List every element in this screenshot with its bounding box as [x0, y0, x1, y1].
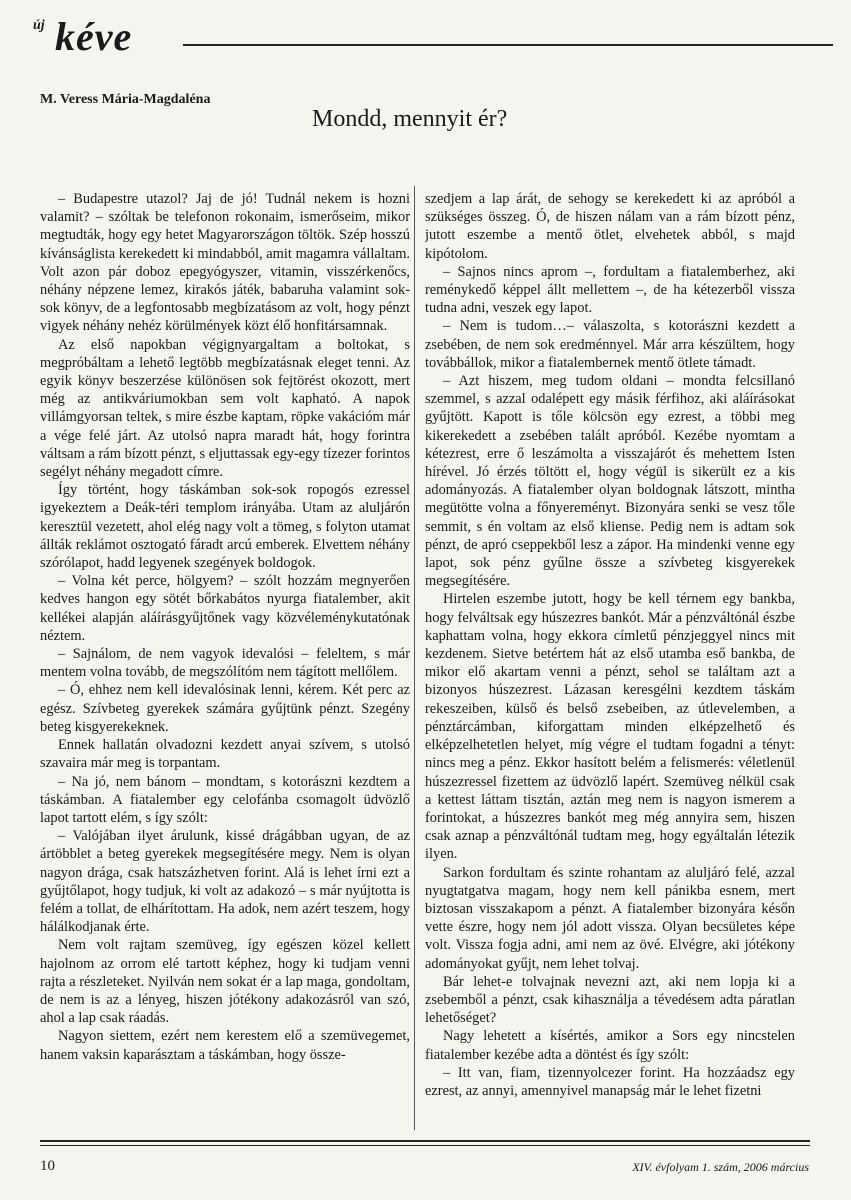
paragraph: Ennek hallatán olvadozni kezdett anyai szívem, s utolsó szavaira már meg is torpantam.	[40, 737, 410, 772]
paragraph: Nagy lehetett a kísértés, amikor a Sors egy nincstelen fiatalember kezébe adta a döntést és így szólt:	[425, 1028, 795, 1063]
paragraph: – Sajnos nincs aprom –, fordultam a fiatalemberhez, aki reménykedő képpel állt mellettem –, de ha kétezerből vissza tudna adni, veszek egy lapot.	[425, 263, 795, 317]
paragraph: szedjem a lap árát, de sehogy se kerekedett ki az apróból a szükséges összeg. Ó, de hiszen nálam van a rám bízott pénz, jutott eszembe a mentő ötlet, elvehetek abból, s majd kipótolom.	[425, 191, 795, 262]
column-divider	[414, 186, 415, 1130]
magazine-header	[33, 14, 803, 64]
paragraph: Bár lehet-e tolvajnak nevezni azt, aki nem lopja ki a zsebemből a pénzt, csak kihasználja a tévedésem adta páratlan lehetőséget?	[425, 973, 795, 1027]
article-title: Mondd, mennyit ér?	[312, 106, 508, 132]
paragraph: – Itt van, fiam, tizennyolcezer forint. Ha hozzáadsz egy ezrest, az annyi, amennyivel manapság már le lehet fizetni	[425, 1064, 795, 1099]
article-author: M. Veress Mária-Magdaléna	[40, 92, 211, 107]
issue-info: XIV. évfolyam 1. szám, 2006 március	[632, 1160, 809, 1174]
paragraph: Nagyon siettem, ezért nem kerestem elő a szemüvegemet, hanem vaksin kaparásztam a táskámban, hogy össze-	[40, 1028, 410, 1063]
paragraph: – Volna két perce, hölgyem? – szólt hozzám megnyerően kedves hangon egy sötét bőrkabátos nyurga fiatalember, akit kellékei alapján aláírásgyűjtőnek vagy közvéleménykutatónak néztem.	[40, 573, 410, 644]
footer-rule	[40, 1140, 810, 1142]
paragraph: Nem volt rajtam szemüveg, így egészen közel kellett hajolnom az orrom elé tartott képhez, hogy ki tudjam venni rajta a részleteket. Nyilván nem sokat ér a lap maga, gondoltam, de nem is az a lényeg, hiszen jótékony adakozásról van szó, ahol a lap csak ráadás.	[40, 937, 410, 1027]
paragraph: – Sajnálom, de nem vagyok idevalósi – feleltem, s már mentem volna tovább, de megszólítóm nem tágított mellőlem.	[40, 646, 410, 681]
paragraph: – Azt hiszem, meg tudom oldani – mondta felcsillanó szemmel, s azzal odalépett egy másik férfihoz, aki aláírásokat gyűjtött. Kapott is tőle kölcsön egy ezrest, a többi meg kikerekedett a zsebében talált apróból. Kezébe nyomtam a kétezrest, erre ő leszámolta a visszajárót és mehettem Isten hírével. Jó érzés töltött el, hogy végül is sikerült ez a kis adományozás. A fiatalember olyan boldognak látszott, mintha megütötte volna a főnyereményt. Bizonyára senki se vesz tőle semmit, s én voltam az első kliense. Pedig nem is adtam sok pénzt, de apró cseppekből lesz a zápor. Ha mindenki venne egy lapot, sok pénz gyűlne össze a szívbeteg kisgyerekek megsegítésére.	[425, 373, 795, 590]
left-column	[40, 190, 410, 1130]
footer-rule-thin	[40, 1145, 810, 1146]
paragraph: Az első napokban végignyargaltam a boltokat, s megpróbáltam a lehető legtöbb megbízatásnak eleget tenni. Az egyik könyv beszerzése különösen sok fejtörést okozott, mert még az antikváriumokban sem volt kapható. A napok villámgyorsan teltek, s mire észbe kaptam, röpke vakációm már a vége felé járt. Az utolsó napra maradt hát, hogy forintra váltsam a rám bízott pénzt, s eljuttassak egy-egy tízezer forintos segélyt néhány megadott címre.	[40, 336, 410, 481]
paragraph: Így történt, hogy táskámban sok-sok ropogós ezressel igyekeztem a Deák-téri templom irányába. Utam az aluljárón keresztül vezetett, ahol elég nagy volt a tömeg, s folyton utamat állták reklámot osztogató fáradt arcú emberek. Elvettem néhány szórólapot, hadd legyenek szegények boldogok.	[40, 482, 410, 572]
logo-small-text: új	[33, 18, 45, 33]
paragraph: – Ó, ehhez nem kell idevalósinak lenni, kérem. Két perc az egész. Szívbeteg gyerekek számára gyűjtünk pénzt. Szegény beteg kisgyerekeknek.	[40, 682, 410, 735]
paragraph: – Valójában ilyet árulunk, kissé drágábban ugyan, de az ártöbblet a beteg gyerekek megsegítésére megy. Nem is olyan nagyon drága, csak hatszázhetven forint. Alá is lehet írni ezt a gyűjtőlapot, hogy tudjuk, ki volt az adakozó – s már nyújtotta is felém a tollat, de elhárítottam. Ha adok, nem azért teszem, hogy hálálkodjanak érte.	[40, 828, 410, 936]
right-column	[425, 190, 795, 1130]
paragraph: – Budapestre utazol? Jaj de jó! Tudnál nekem is hozni valamit? – szóltak be telefonon rokonaim, ismerőseim, mikor megtudták, hogy egy hetet Magyarországon töltök. Szép hosszú kívánságlista kerekedett ki mindabból, amit magamra vállaltam. Volt azon pár doboz epegyógyszer, vitamin, visszérkenőcs, néhány népzene lemez, kirakós játék, babaruha valamint sok-sok könyv, de a legfontosabb megbízatásom az volt, hogy pénzt vigyek néhány nehéz körülmények közt élő honfitársamnak.	[40, 191, 410, 335]
paragraph: – Nem is tudom…– válaszolta, s kotorászni kezdett a zsebében, de nem sok eredménnyel. Már arra készültem, hogy továbbállok, mikor a fiatalembernek mentő ötlete támadt.	[425, 318, 795, 371]
header-rule	[183, 44, 833, 46]
paragraph: – Na jó, nem bánom – mondtam, s kotorászni kezdtem a táskámban. A fiatalember egy celofánba csomagolt üdvözlő lapot tartott elém, s így szólt:	[40, 773, 410, 826]
page-number: 10	[40, 1158, 55, 1174]
magazine-logo: kéve	[55, 14, 133, 59]
paragraph: Sarkon fordultam és szinte rohantam az aluljáró felé, azzal nyugtatgatva magam, hogy nem kell pánikba esnem, mert biztosan visszakapom a pénzt. A fiatalember bizonyára későn vette észre, hogy nem jól adott vissza. Olyan becsületes képe volt. Vissza fogja adni, ami nem az övé. Elvégre, aki jótékony adományokat gyűjt, nem lehet tolvaj.	[425, 864, 795, 972]
paragraph: Hirtelen eszembe jutott, hogy be kell térnem egy bankba, hogy felváltsak egy húszezres bankót. Már a pénzváltónál észbe kaphattam volna, hogy ekkora címletű pénzjeggyel nincs mit kezdenem. Sietve betértem hát az első utamba eső bankba, de mikor elő akartam venni a pénzt, sehol se találtam azt a bizonyos húszezrest. Lázasan keresgélni kezdtem táskám rekeszeiben, külső és belső zsebeiben, az útlevelemben, a pénztárcámban, kiforgattam minden elképzelhető és elképzelhetetlen helyet, míg végre el tudtam fogadni a tényt: nincs meg a pénz. Ekkor hasított belém a felismerés: véletlenül húszezressel fizettem az üdvözlő lapért. Szemüveg nélkül csak a kettest láttam tisztán, aztán meg nem is nagyon ismerem a forintokat, a húszezres bankót meg még annyira sem, hiszen csak aznap a pénzváltónál tudtam meg, hogy egyáltalán létezik ilyen.	[425, 591, 795, 863]
